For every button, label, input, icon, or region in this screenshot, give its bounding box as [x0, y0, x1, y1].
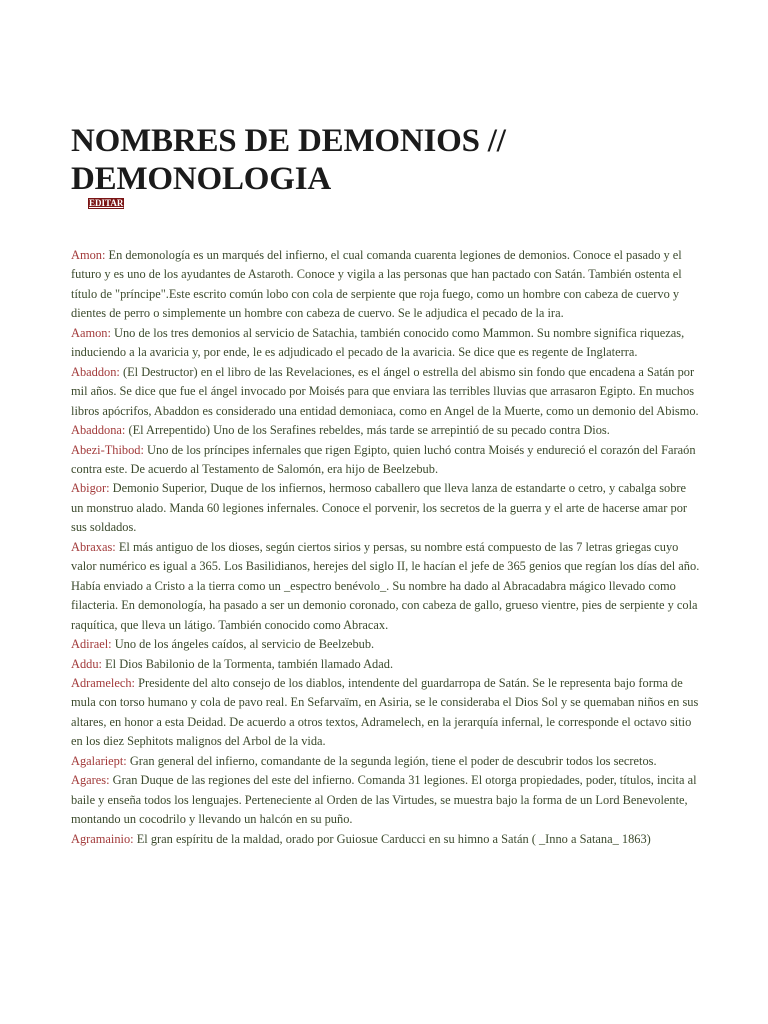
entry-term: Abraxas: [71, 539, 116, 554]
entry-definition: Gran Duque de las regiones del este del infierno. Comanda 31 legiones. El otorga propiedades, poder, títulos, incita al baile y enseña todos los lenguajes. Perteneciente al Orden de las Virtudes, se muestra bajo la forma de un Lord Benevolente, montando un cocodrilo y llevando un halcón en su puño. [71, 773, 697, 827]
entry-abezi-thibod [71, 441, 701, 480]
entry-term: Abaddon: [71, 364, 120, 379]
entry-term: Adirael: [71, 637, 112, 652]
entry-term: Amon: [71, 248, 106, 262]
entry-list [71, 246, 701, 849]
entry-term: Adramelech: [71, 675, 135, 690]
entry-abaddona [71, 421, 701, 440]
entry-adramelech [71, 674, 701, 752]
entry-agalariept [71, 752, 701, 771]
entry-definition: Gran general del infierno, comandante de la segunda legión, tiene el poder de descubrir todos los secretos. [126, 753, 657, 768]
entry-definition: Presidente del alto consejo de los diablos, intendente del guardarropa de Satán. Se le representa bajo forma de mula con torso humano y cola de pavo real. En Sefarvaïm, en Asiria, se le consideraba el Dios Sol y se quemaban niños en sus altares, en honor a esta Deidad. De acuerdo a otros textos, Adramelech, en la jerarquía infernal, le corresponde el octavo sitio en los diez Sephitots malignos del Arbol de la vida. [71, 675, 699, 749]
entry-addu [71, 655, 701, 674]
entry-term: Abigor: [71, 481, 110, 496]
entry-definition: (El Arrepentido) Uno de los Serafines rebeldes, más tarde se arrepintió de su pecado contra Dios. [125, 423, 610, 438]
entry-term: Agares: [71, 773, 110, 788]
entry-definition: En demonología es un marqués del infierno, el cual comanda cuarenta legiones de demonios. Conoce el pasado y el futuro y es uno de los ayudantes de Astaroth. Conoce y vigila a las personas que han pactado con Satán. También ostenta el título de "príncipe".Este escrito común lobo con cola de serpiente que roja fuego, como un hombre con cabeza de cuervo y dientes de perro o simplemente un hombre con cabeza de cuervo. Se le adjudica el pecado de la ira. [71, 248, 682, 321]
entry-abraxas [71, 538, 701, 635]
entry-adirael [71, 635, 701, 654]
entry-term: Abezi-Thibod: [71, 442, 144, 457]
entry-definition: El Dios Babilonio de la Tormenta, también llamado Adad. [101, 656, 394, 671]
entry-agares [71, 771, 701, 829]
entry-definition: El más antiguo de los dioses, según ciertos sirios y persas, su nombre está compuesto de las 7 letras griegas cuyo valor numérico es igual a 365. Los Basilidianos, herejes del siglo II, le hacían el jefe de 365 genios que regían los días del año. Había enviado a Cristo a la tierra como un _espectro benévolo_. Su nombre ha dado al Abracadabra mágico llevado como filacteria. En demonología, ha pasado a ser un demonio coronado, con cabeza de gallo, grueso vientre, pies de serpiente y cola raquítica, que lleva un látigo. También conocido como Abracax. [71, 539, 700, 632]
entry-term: Agalariept: [71, 753, 127, 768]
entry-amon [71, 246, 701, 324]
entry-agramainio [71, 830, 701, 849]
edit-link[interactable]: EDITAR [89, 198, 124, 208]
entry-abigor [71, 479, 701, 537]
entry-abaddon [71, 363, 701, 421]
entry-definition: Uno de los tres demonios al servicio de Satachia, también conocido como Mammon. Su nombre significa riquezas, induciendo a la avaricia y, por ende, le es adjudicado el pecado de la avaricia. Se dice que es regente de Inglaterra. [71, 325, 685, 360]
entry-definition: Uno de los ángeles caídos, al servicio de Beelzebub. [111, 637, 375, 652]
entry-term: Addu: [71, 656, 102, 671]
entry-term: Aamon: [71, 325, 111, 340]
entry-definition: El gran espíritu de la maldad, orado por Guiosue Carducci en su himno a Satán ( _Inno a Satana_ 1863) [133, 831, 651, 846]
entry-aamon [71, 324, 701, 363]
entry-definition: (El Destructor) en el libro de las Revelaciones, es el ángel o estrella del abismo sin fondo que encadena a Satán por mil años. Se dice que fue el ángel invocado por Moisés para que enviara las terribles lluvias que arrasaron Egipto. En muchos libros apócrifos, Abaddon es considerado una entidad demoniaca, como en Angel de la Muerte, como un demonio del Abismo. [71, 364, 699, 418]
entry-definition: Uno de los príncipes infernales que rigen Egipto, quien luchó contra Moisés y endureció el corazón del Faraón contra este. De acuerdo al Testamento de Salomón, era hijo de Beelzebub. [71, 442, 696, 476]
entry-definition: Demonio Superior, Duque de los infiernos, hermoso caballero que lleva lanza de estandarte o cetro, y cabalga sobre un monstruo alado. Manda 60 legiones infernales. Conoce el porvenir, los secretos de la guerra y el arte de hacerse amar por sus soldados. [71, 481, 688, 535]
entry-term: Agramainio: [71, 831, 134, 846]
entry-term: Abaddona: [71, 423, 126, 438]
page-title: NOMBRES DE DEMONIOS // DEMONOLOGIA [71, 123, 506, 197]
